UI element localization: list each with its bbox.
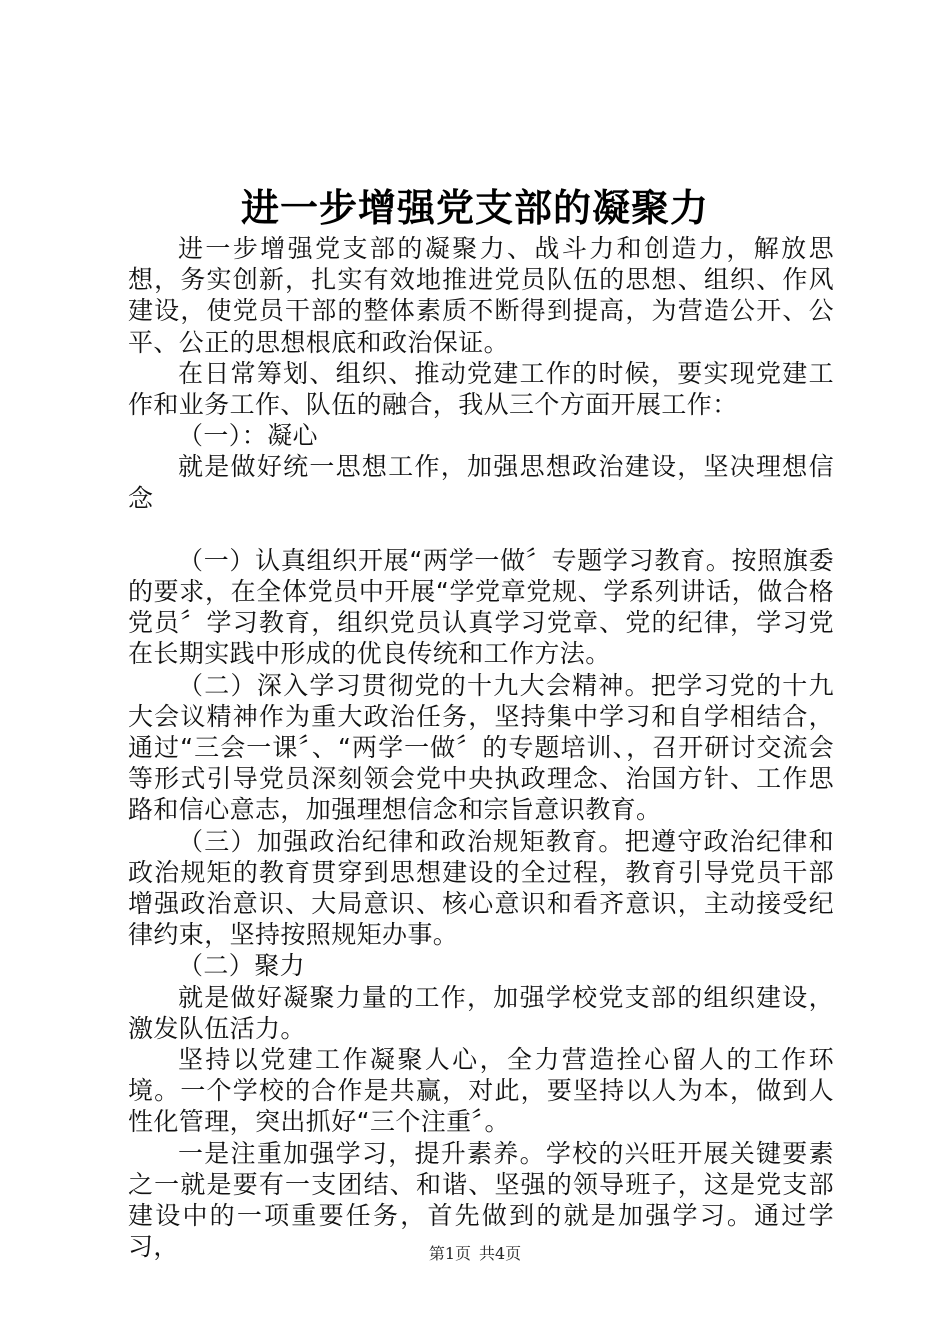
paragraph: （二）深入学习贯彻党的十九大会精神。把学习党的十九大会议精神作为重大政治任务，坚持集中学习和自学相结合，通过“三会一课〞、“两学一做〞的专题培训、，召开研讨交流会等形式引导党员深刻领会党中央执政理念、治国方针、工作思路和信心意志，加强理想信念和宗旨意识教育。 — [128, 670, 834, 825]
paragraph: 在日常筹划、组织、推动党建工作的时候，要实现党建工作和业务工作、队伍的融合，我从三个方面开展工作： — [128, 358, 834, 420]
paragraph: 一是注重加强学习，提升素养。学校的兴旺开展关键要素之一就是要有一支团结、和谐、坚强的领导班子，这是党支部建设中的一项重要任务，首先做到的就是加强学习。通过学习， — [128, 1138, 834, 1262]
page-footer — [0, 1241, 950, 1264]
page-number: 第1页 — [428, 1244, 471, 1263]
page-total: 共4页 — [479, 1244, 522, 1263]
section-heading: （二）聚力 — [178, 951, 306, 981]
document-body — [128, 233, 834, 1263]
section-heading: （一）：凝心 — [178, 421, 318, 451]
paragraph: （三）加强政治纪律和政治规矩教育。把遵守政治纪律和政治规矩的教育贯穿到思想建设的全过程，教育引导党员干部增强政治意识、大局意识、核心意识和看齐意识，主动接受纪律约束，坚持按照规矩办事。 — [128, 826, 834, 950]
paragraph: 进一步增强党支部的凝聚力、战斗力和创造力，解放思想，务实创新，扎实有效地推进党员队伍的思想、组织、作风建设，使党员干部的整体素质不断得到提高，为营造公开、公平、公正的思想根底和政治保证。 — [128, 234, 834, 357]
paragraph: （一）认真组织开展“两学一做〞专题学习教育。按照旗委的要求，在全体党员中开展“学党章党规、学系列讲话，做合格党员〞学习教育，组织党员认真学习党章、党的纪律，学习党在长期实践中形成的优良传统和工作方法。 — [128, 545, 834, 669]
paragraph: 就是做好凝聚力量的工作，加强学校党支部的组织建设，激发队伍活力。 — [128, 982, 834, 1043]
paragraph: 就是做好统一思想工作，加强思想政治建设，坚决理想信念 — [128, 452, 834, 513]
paragraph: 坚持以党建工作凝聚人心，全力营造拴心留人的工作环境。一个学校的合作是共赢，对此，要坚持以人为本，做到人性化管理，突出抓好“三个注重〞。 — [128, 1045, 834, 1137]
document-title: 进一步增强党支部的凝聚力 — [240, 185, 709, 230]
